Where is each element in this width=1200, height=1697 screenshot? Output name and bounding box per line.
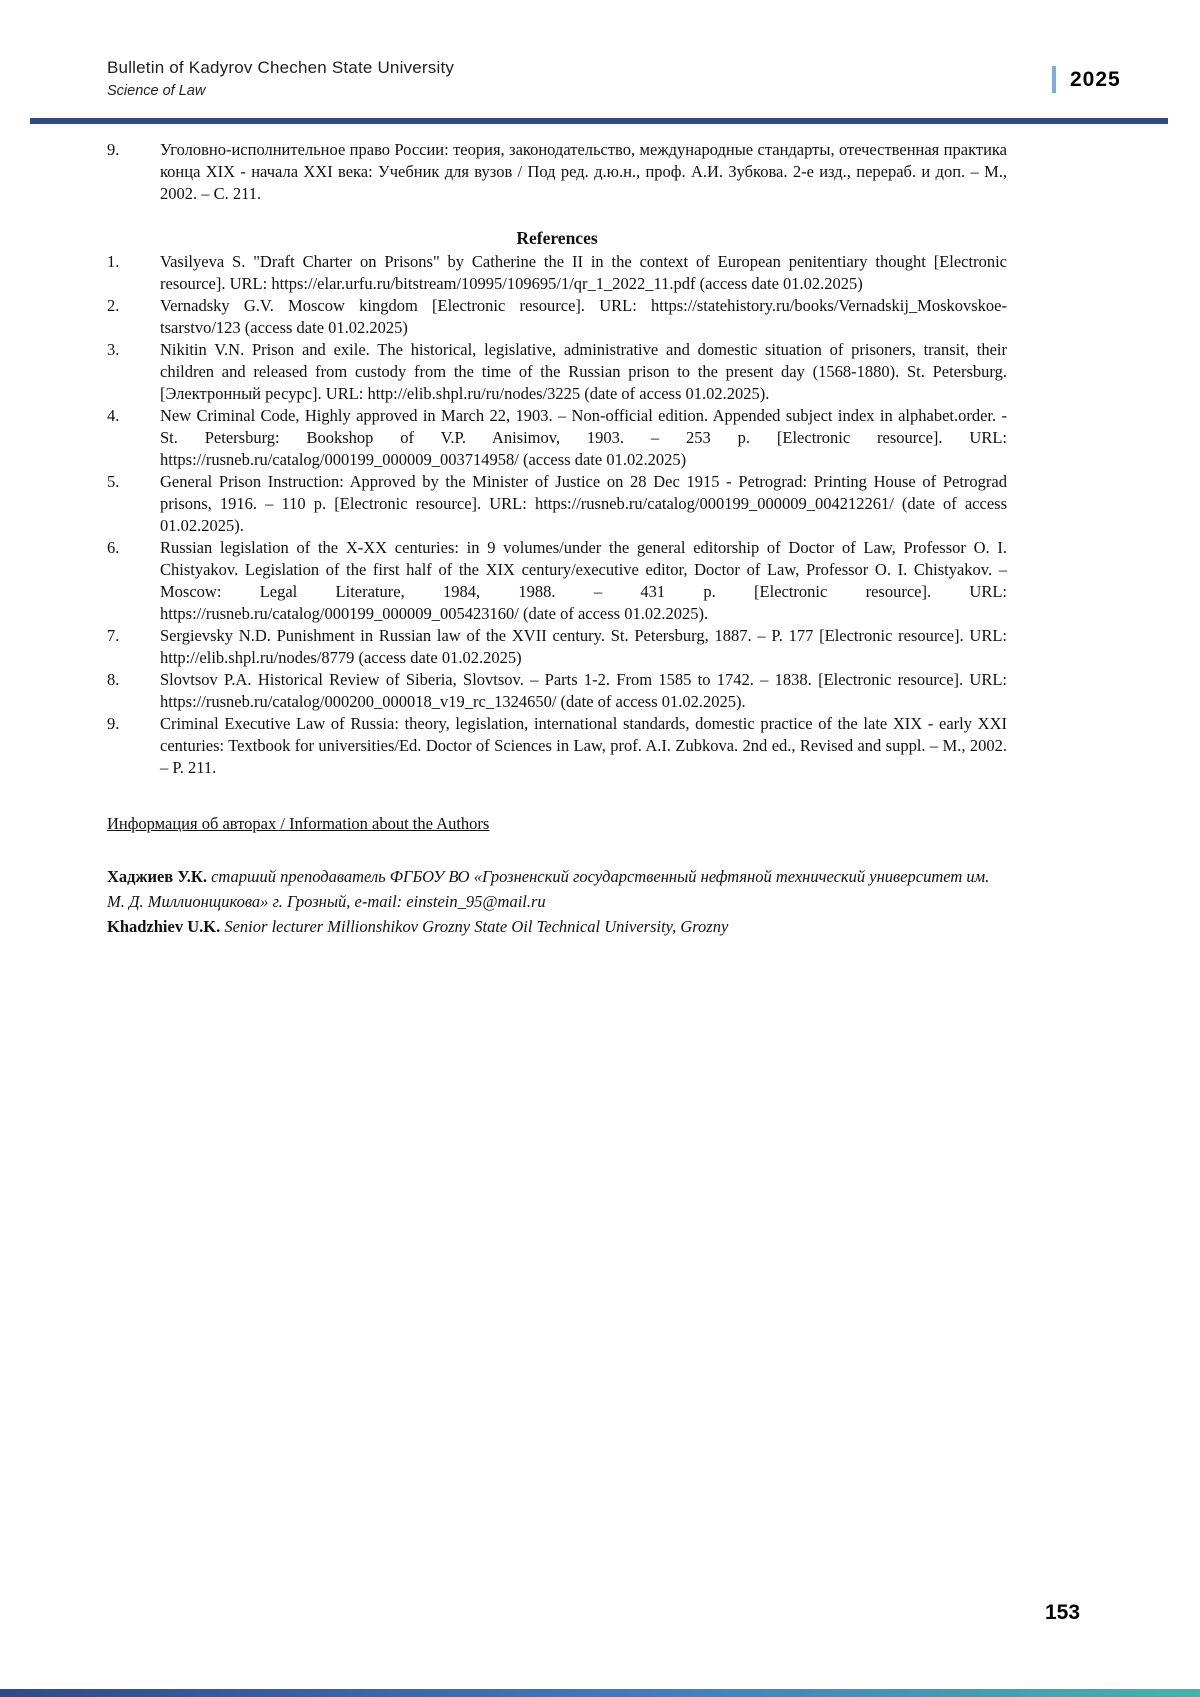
prior-list-item [107, 139, 1007, 205]
reference-text: Vernadsky G.V. Moscow kingdom [Electronic resource]. URL: https://statehistory.ru/books/Vernadskij_Moskovskoe-tsarstvo/123 (access date 01.02.2025) [160, 296, 1007, 337]
footer-accent-bar [0, 1689, 1200, 1697]
reference-text: Slovtsov P.A. Historical Review of Siberia, Slovtsov. – Parts 1-2. From 1585 to 1742. – 1838. [Electronic resource]. URL: https://rusneb.ru/catalog/000200_000018_v19_rc_1324650/ (date of access 01.02.2025). [160, 670, 1007, 711]
author-entry-ru [107, 864, 1007, 914]
year-label: 2025 [1070, 67, 1121, 91]
authors-section-heading: Информация об авторах / Information about the Authors [107, 814, 490, 833]
reference-number: 5. [107, 472, 120, 491]
page-header [107, 58, 454, 99]
reference-item [107, 625, 1007, 669]
reference-item [107, 251, 1007, 295]
reference-item [107, 713, 1007, 779]
journal-title: Bulletin of Kadyrov Chechen State University [107, 58, 455, 77]
page-content [107, 139, 1007, 939]
reference-text: Nikitin V.N. Prison and exile. The historical, legislative, administrative and domestic situation of prisoners, transit, their children and released from custody from the time of the Russian prison to the present day (1568-1880). St. Petersburg. [Электронный ресурс]. URL: http://elib.shpl.ru/ru/nodes/3225 (date of access 01.02.2025). [160, 340, 1007, 403]
reference-item [107, 471, 1007, 537]
reference-item [107, 537, 1007, 625]
author-entry-en [107, 914, 1007, 939]
reference-number: 4. [107, 406, 120, 425]
header-divider-rule [30, 118, 1168, 124]
reference-number: 2. [107, 296, 120, 315]
reference-number: 9. [107, 714, 120, 733]
reference-number: 3. [107, 340, 120, 359]
year-block [1052, 66, 1121, 93]
prior-item-text: Уголовно-исполнительное право России: теория, законодательство, международные стандарты, отечественная практика конца XIX - начала XXI века: Учебник для вузов / Под ред. д.ю.н., проф. А.И. Зубкова. 2-е изд., перераб. и доп. – М., 2002. – С. 211. [160, 140, 1007, 203]
reference-number: 8. [107, 670, 120, 689]
reference-text: General Prison Instruction: Approved by the Minister of Justice on 28 Dec 1915 - Petrograd: Printing House of Petrograd prisons, 1916. – 110 p. [Electronic resource]. URL: https://rusneb.ru/catalog/000199_000009_004212261/ (date of access 01.02.2025). [160, 472, 1007, 535]
reference-number: 1. [107, 252, 120, 271]
reference-item [107, 339, 1007, 405]
author-name-en: Khadzhiev U.K. [107, 917, 221, 936]
year-accent-bar [1052, 66, 1056, 93]
reference-text: New Criminal Code, Highly approved in March 22, 1903. – Non-official edition. Appended subject index in alphabet.order. - St. Petersburg: Bookshop of V.P. Anisimov, 1903. – 253 p. [Electronic resource]. URL: https://rusneb.ru/catalog/000199_000009_003714958/ (access date 01.02.2025) [160, 406, 1007, 469]
reference-text: Criminal Executive Law of Russia: theory, legislation, international standards, domestic practice of the late XIX - early XXI centuries: Textbook for universities/Ed. Doctor of Sciences in Law, prof. A.I. Zubkova. 2nd ed., Revised and suppl. – M., 2002. – P. 211. [160, 714, 1007, 777]
journal-subtitle: Science of Law [107, 83, 206, 99]
references-heading: References [516, 228, 598, 248]
page-number: 153 [1045, 1601, 1081, 1624]
references-list [107, 251, 1007, 779]
reference-text: Sergievsky N.D. Punishment in Russian law of the XVII century. St. Petersburg, 1887. – P. 177 [Electronic resource]. URL: http://elib.shpl.ru/nodes/8779 (access date 01.02.2025) [160, 626, 1007, 667]
authors-block [107, 864, 1007, 939]
reference-text: Russian legislation of the X-XX centuries: in 9 volumes/under the general editorship of Doctor of Law, Professor O. I. Chistyakov. Legislation of the first half of the XIX century/executive editor, Doctor of Law, Professor O. I. Chistyakov. – Moscow: Legal Literature, 1984, 1988. – 431 p. [Electronic resource]. URL: https://rusneb.ru/catalog/000199_000009_005423160/ (date of access 01.02.2025). [160, 538, 1007, 623]
prior-item-number: 9. [107, 140, 120, 159]
author-details-en: Senior lecturer Millionshikov Grozny State Oil Technical University, Grozny [224, 917, 729, 936]
reference-item [107, 669, 1007, 713]
author-name-ru: Хаджиев У.К. [107, 867, 207, 886]
reference-item [107, 405, 1007, 471]
reference-text: Vasilyeva S. "Draft Charter on Prisons" by Catherine the II in the context of European penitentiary thought [Electronic resource]. URL: https://elar.urfu.ru/bitstream/10995/109695/1/qr_1_2022_11.pdf (access date 01.02.2025) [160, 252, 1007, 293]
author-details-ru: старший преподаватель ФГБОУ ВО «Грозненский государственный нефтяной технический университет им. М. Д. Миллионщикова» г. Грозный, e-mail: einstein_95@mail.ru [107, 867, 990, 911]
reference-item [107, 295, 1007, 339]
reference-number: 6. [107, 538, 120, 557]
reference-number: 7. [107, 626, 120, 645]
